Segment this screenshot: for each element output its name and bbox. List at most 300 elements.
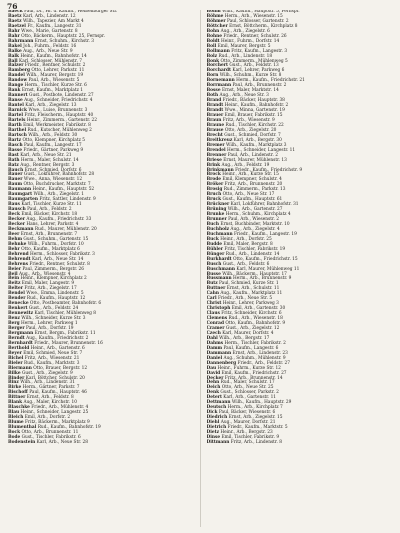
entry-details: Gust., Arb., Feldstr. 13 [228,63,279,69]
entry-details: Wilh., Arb., Gartenstr. 27 [226,207,283,213]
entry-details: Wilh., Arb., Lindenstr. 31 [18,380,75,386]
entry-details: Ernst, Buchbinder, Marktstr. 10 [219,221,290,227]
entry-details: Rud., Kaufm., Hauptstr. 12 [25,296,86,302]
entry-name: Bandel [8,73,25,79]
entry-details: Rud., Arb., Wiesenstr. 18 [227,316,283,322]
entry-name: Bantel [8,103,24,109]
entry-details: Ernst, Schuhm., Kirchstr. 3 [33,38,94,44]
entry-details: Wilh., Maurer, Bergstr. 19 [24,73,84,79]
entry-details: Paul, Kaufm., Langestr. 17 [22,142,82,148]
entry-name: Bruck [206,197,222,203]
entry-name: Brandt [206,103,224,109]
entry-name: Baumgarten [8,197,38,203]
entry-details: Herm., Maler, Schulstr. 14 [19,157,79,163]
directory-entry [8,441,194,446]
entry-details: Wilh., Bäckerm., Hauptstr. 17 [220,271,287,277]
entry-details: Emil, Tischler, Fabrikstr. 9 [220,434,280,440]
entry-name: Buchholz [206,226,230,232]
entry-name: Brandt [206,108,224,114]
entry-details: Friedr., Gärtner, Parkweg 9 [22,147,84,153]
entry-name: Dannenberg [206,360,237,366]
entry-details: Fritz, Arb., Lindenstr. 8 [229,439,282,445]
entry-details: Karl, Arb., Lindenstr. 12 [21,13,76,19]
entry-details: Heinr., Kaufm., Bahnhofstr. 14 [19,53,87,59]
entry-name: Bornemann [206,78,235,84]
entry-details: Paul, Arb., Wiesenstr. 5 [27,78,80,84]
entry-name: Brause [206,127,224,133]
left-column [8,10,194,527]
entry-details: Herm., Gärtner, Parkstr. 7 [21,385,80,391]
entry-details: Gust., Arb., Feldstr. 24 [27,306,79,312]
entry-details: Wilh., Arb., Ziegelstr. 1 [32,192,84,198]
entry-details: Emil, Werkmeister, Fabrikstr. 8 [21,122,91,128]
entry-details: Herm., Kaufm., Friedrichstr. 21 [234,78,305,84]
entry-details: Heinr., Lehrer, Parkweg 3 [221,301,279,307]
entry-name: Blau [8,410,20,416]
entry-name: Bartels [8,117,26,123]
entry-name: Denk [206,390,220,396]
entry-details: Aug., Maler, Kirchstr. 10 [22,400,77,406]
entry-name: Behnke [8,241,27,247]
entry-name: Bergmann [8,330,34,336]
entry-details: Aug., Kaufm., Marktplatz 11 [218,291,283,297]
entry-details: Ernst, Arb., Brunnenstr. 7 [19,231,78,237]
entry-details: Ernst, Schmied, Dorfstr. 6 [23,167,82,173]
entry-name: Burkhardt [206,256,232,262]
entry-details: Friedr., Bäcker, Hauptstr. 38 [221,98,285,104]
entry-name: Cahn [206,291,219,297]
entry-name: Christ [206,301,222,307]
entry-details: Emil, Schmied, Neue Str. 7 [21,350,83,356]
entry-name: Deich [206,385,221,391]
entry-details: Friedr., Arb., Neue Str. 5 [216,296,273,302]
entry-details: Fritz, Schneider, Kirchstr. 6 [219,311,282,317]
entry-details: Otto, Kaufm., Friedrichstr. 15 [231,256,298,262]
entry-details: Aug., Arb., Neue Str. 3 [218,93,269,99]
entry-name: Bath [8,157,20,163]
entry-details: Hans, Lehrer, Parkstr. 4 [24,221,79,227]
entry-name: Bauer [8,172,23,178]
entry-name: Czech [206,330,221,336]
entry-details: Fritz, Sattler, Lindenstr. 9 [37,197,96,203]
entry-name: Conrad [206,321,224,327]
entry-name: Bartz [8,137,22,143]
entry-name: Batz [8,162,19,168]
directory-entry [207,441,393,446]
entry-name: Buck [206,236,219,242]
entry-details: Gust., Schlosser, Parkstr. 2 [219,390,279,396]
entry-name: Buschmann [206,266,235,272]
entry-name: Bohne [206,33,222,39]
entry-name: Bank [8,88,21,94]
entry-details: Friedr., Arb., Mühlenstr. 4 [29,405,89,411]
entry-name: Brosig [206,187,223,193]
entry-details: Rud., Maler, Schulstr. 17 [219,380,275,386]
entry-name: Blaschke [8,405,30,411]
entry-name: Brunke [206,212,225,218]
entry-details: Wwe., Emma, Lindenstr. 5 [24,291,84,297]
entry-details: Otto, Zimmerm., Mühlenweg 5 [219,58,288,64]
entry-details: Wilh., Arb., Feldstr. 30 [26,132,78,138]
entry-name: Beyer [8,350,22,356]
entry-details: Paul, Kaufm., Hauptstr. 46 [27,390,87,396]
entry-details: Heinr., Arb., Gartenstr. 6 [29,345,85,351]
entry-name: Brecht [206,132,223,138]
entry-details: Rud., Tischler, Kirchstr. 22 [224,122,284,128]
entry-name: Dinse [206,434,221,440]
entry-name: Binder [8,375,25,381]
entry-name: Berthold [8,345,30,351]
entry-name: Carl [206,296,217,302]
entry-name: Bleich [8,415,24,421]
entry-details: Friedr., Kaufm., Marktstr. 5 [226,425,288,431]
entry-details: Heinr., Fuhrm., Dorfstr. 14 [219,38,280,44]
entry-details: Herm., Arb., Wiesenstr. 15 [223,13,283,19]
entry-details: Fritz, Kaufm., Langestr. 3 [229,48,288,54]
entry-details: Heinr., Klempner, Kirchplatz 2 [19,276,87,282]
entry-details: Friedr., Rentner, Schulstr. 2 [23,63,86,69]
entry-name: Ball [8,58,18,64]
entry-name: Bodenstein [8,439,36,445]
entry-name: Bahr [8,33,20,39]
entry-name: Brock [206,172,221,178]
entry-details: Ernst, Maler, Marktstr. 14 [220,88,279,94]
entry-details: Friedr., Rentner, Schulstr. 8 [28,261,90,267]
entry-details: Herm., Arb., Brunnenstr. 9 [231,276,292,282]
entry-name: Cramer [206,326,225,331]
entry-details: Gust., Schmied, Dorfstr. 7 [222,132,281,138]
entry-details: Otto, Kaufm., Bahnhofstr. 9 [223,321,286,327]
entry-name: Barth [8,122,22,128]
entry-details: Emil, Kaufm., Friedrichstr. 27 [220,370,287,376]
entry-name: Brand [206,98,222,104]
entry-name: Basch [8,142,23,148]
entry-name: Bast [8,152,19,158]
entry-name: Bannert [8,93,28,99]
entry-name: Buchmann [206,231,233,237]
entry-name: Dietrich [206,425,227,431]
entry-name: Beck [8,212,20,218]
entry-name: Belter [8,286,23,292]
entry-name: Baus [8,202,20,208]
entry-details: Heinr., Arb., Bergstr. 23 [219,430,273,436]
entry-details: Otto, Arb., Brunnenstr. 11 [20,430,79,436]
entry-name: Buch [206,221,219,227]
entry-name: Bröker [206,182,224,188]
entry-name: Böhme [206,13,224,19]
entry-name: Bausch [8,207,26,213]
entry-details: Fritz, Bäckerm., Marktplatz 9 [23,420,90,426]
right-column [207,10,393,527]
entry-name: Bock [8,430,21,436]
entry-details: Ernst, Böttcherm., Kirchplatz 8 [227,23,298,29]
entry-name: Christoph [206,306,231,312]
entry-details: Heinr., Kaufm., Hauptstr. 52 [31,187,95,193]
entry-name: Bonk [206,58,220,64]
entry-details: Fritz, Arb., Brunnenstr. 14 [223,375,283,381]
entry-details: Friedr., Maurer, Brunnenstr. 16 [32,340,103,346]
entry-name: Brenner [206,152,227,158]
entry-details: Wilh., Kaufm., Hauptstr. 5, Fernspr. [220,10,300,14]
entry-details: Paul, Kaufm., Langestr. 6 [222,345,279,351]
entry-name: Benkert [8,306,28,312]
entry-details: Karl, Böttcher, Schulstr. 20 [24,375,85,381]
entry-name: Bolz [206,53,218,59]
entry-name: Bamberg [8,68,30,74]
entry-name: Bruch [206,192,222,198]
entry-name: Baum [8,182,23,188]
entry-details: Herm., Arb., Kirchplatz 7 [226,405,283,411]
entry-details: Gust., Tischler, Fabrikstr. 6 [20,434,81,440]
entry-details: Friedr., Kaufm., Friedrichstr. 9 [233,167,303,173]
entry-details: Gust., Postbote, Lindenstr. 27 [27,93,94,99]
entry-name: Böhm [206,10,221,14]
entry-details: Aug., Schuhm., Mühlenstr. 9 [222,355,286,361]
entry-details: Rud., Kaufm., Marktstr. 3 [22,360,80,366]
entry-details: Aug., Arb., Neue Str. 9 [21,48,73,54]
entry-details: Karl, Arb., Neue Str. 28 [35,439,88,445]
entry-name: Behrendt [8,256,31,262]
entry-details: Paul, Bäcker, Wiesenstr. 6 [217,410,276,416]
entry-name: Dahms [206,340,224,346]
entry-details: Paul, Arb., Dorfstr. 19 [24,326,74,331]
entry-name: Basse [8,147,22,153]
entry-name: Dau [206,365,217,371]
entry-name: Breitkreuz [206,137,233,143]
entry-details: Emil, Maurer, Bergstr. 5 [216,43,271,49]
entry-details: Karl, Lokführer, Bahnhofstr. 31 [229,202,299,208]
entry-name: Bender [8,296,26,302]
entry-name: Böttcher [206,23,228,29]
entry-details: Aug., Arb., Feldstr. 19 [220,162,270,168]
entry-details: Wilh., Kaufm., Hauptstr. 29 [230,400,292,406]
entry-details: Rud., Maurer, Mühlenstr. 20 [33,226,97,232]
entry-details: Emil, Bäcker, Kirchstr. 18 [19,212,78,218]
entry-name: Bendel [8,291,25,297]
entry-details: Karl, Arb., Neue Str. 14 [30,256,84,262]
entry-details: Otto, Kaufm., Marktplatz 6 [19,246,80,252]
entry-details: Otto, Arb., Ziegelstr. 20 [223,127,277,133]
entry-name: Boldt [206,38,220,44]
entry-name: Barthel [8,127,27,133]
entry-name: Detert [206,395,222,401]
entry-details: Otto, Lehrer, Parkstr. 11 [29,68,85,74]
entry-name: Borchert [206,63,228,69]
entry-details: Karl, Arb., Gartenstr. 11 [221,395,277,401]
entry-name: Bremer [206,142,225,148]
entry-name: Biermann [8,365,32,371]
entry-name: Diedrich [206,415,228,421]
entry-name: Berger [8,326,25,331]
entry-details: Emil, Brauer, Fabrikstr. 15 [223,113,283,119]
entry-details: Herm., Tischler, Kurze Str. 6 [23,83,87,89]
entry-details: Rud., Arb., Lindenstr. 14 [224,251,280,257]
entry-details: Ernst, Bergm., Fabrikstr. 11 [33,330,96,336]
entry-name: Balke [8,48,22,54]
entry-details: Herm., Schuhm., Kirchplatz 4 [224,212,291,218]
entry-name: Bosse [206,88,221,94]
entry-name: Dick [206,410,218,416]
entry-details: Friedr., Rentner, Schulstr. 26 [221,33,287,39]
entry-details: Rud., Kutscher, Mühlenweg 2 [26,127,92,133]
entry-details: Emil, Arb., Dorfstr. 2 [23,415,71,421]
entry-details: Rud., Arb., Lindenstr. 18 [217,53,273,59]
entry-name: Brückner [206,202,230,208]
entry-name: Beckmann [8,226,34,232]
entry-details: Otto, Postbeamter, Bahnhofstr. 6 [28,301,102,307]
entry-details: Paul, Schlosser, Gartenstr. 2 [225,18,289,24]
entry-name: Böhmer [206,18,226,24]
entry-name: Becker [8,217,25,223]
entry-details: Fritz, Tischler, Fabrikstr. 19 [223,246,286,252]
entry-details: Herm., Tischler, Fabrikstr. 2 [223,340,286,346]
entry-name: Brüning [206,207,227,213]
entry-details: Fritz, Arb., Wiesenstr. 21 [23,355,80,361]
entry-name: Claus [206,311,220,317]
entry-details: Ernst, Kaufm., Marktplatz 1 [20,88,83,94]
entry-details: Wilh., Fuhrm., Dorfstr. 10 [26,241,84,247]
entry-name: Deutsch [206,405,227,411]
entry-name: Bichel [8,355,24,361]
entry-name: Bischoff [8,390,28,396]
entry-name: Baumann [8,187,32,193]
entry-name: Budde [206,241,222,247]
entry-details: Paul, Arb., Feldstr. 2 [25,207,72,213]
entry-details: Wilh., Schuhm., Kurze Str. 8 [218,73,282,79]
entry-name: Bieler [8,360,23,366]
entry-details: Karl, Lehrer, Parkweg 6 [231,68,285,74]
entry-name: Bange [8,83,24,89]
entry-details: Emil, Maler, Bergstr. 8 [222,241,273,247]
entry-name: Braun [206,117,222,123]
entry-details: Fritz, Arb., Wiesenstr. 9 [221,117,275,123]
entry-details: Herm., Lehrer, Parkweg 1 [19,321,78,327]
entry-details: Heinr., Fuhrm., Kurze Str. 12 [216,365,281,371]
entry-details: Gust., Kaufm., Hauptstr. 61 [221,197,283,203]
entry-details: Ernst, Maurer, Mühlenstr. 13 [221,157,287,163]
entry-name: Dehn [206,380,220,386]
entry-name: Behrens [8,261,29,267]
entry-name: Boll [206,43,217,49]
entry-name: Buttner [206,286,226,292]
entry-details: Emil, Maler, Langestr. 9 [20,281,75,287]
entry-details: Karl, Schlosser, Mühlenstr. 7 [17,58,82,64]
page-number: 76 [7,2,18,11]
entry-name: Blank [8,400,23,406]
entry-name: Brunner [206,217,227,223]
entry-name: Binz [8,380,19,386]
entry-details: Aug., Arb., Wiesenstr. 4 [17,271,71,277]
entry-details: Rud., Kaufm., Bahnhofstr. 19 [36,425,101,431]
entry-name: Bernhardt [8,340,33,346]
entry-name: Brauer [206,113,224,119]
entry-name: Baetzel [8,23,26,29]
entry-name: Beitz [8,281,21,287]
entry-details: Fr., Kaufm., Langestr. 31 [25,23,82,29]
entry-details: Aug., Kaufm., Friedrichstr. 33 [24,217,92,223]
entry-name: Bilke [8,370,21,376]
entry-details: Aug., Rentner, Bergstr. 3 [18,162,75,168]
entry-details: Emil, Klempner, Schulstr. 4 [221,177,282,183]
entry-details: Otto, Arb., Neue Str. 25 [220,385,274,391]
entry-name: Butz [206,281,218,287]
entry-name: Briese [206,157,222,163]
entry-details: Gust., Arb., Feldstr. 6 [221,261,270,267]
entry-details: Wwe., Minna, Gartenstr. 19 [223,108,285,114]
entry-name: Brinkmann [206,167,234,173]
entry-details: Karl, Arb., Neue Str. 21 [18,152,72,158]
entry-name: Bollmann [206,48,230,54]
entry-details: Karl, Arb., Ziegelstr. 13 [23,103,77,109]
entry-name: Bussmann [206,276,232,282]
entry-details: Joh., Fuhrm., Feldstr. 16 [21,43,77,49]
entry-name: Behm [8,236,23,242]
entry-details: Wilh., Arb., Bergstr. 17 [217,335,270,341]
entry-name: Clemens [206,316,228,322]
entry-name: Bohn [206,28,220,34]
entry-columns [8,10,392,527]
entry-details: Karl, Arb., Bergstr. 30 [232,137,282,143]
entry-details: Wilh., Tapezier, Am Markt 4 [21,18,84,24]
entry-name: Banse [8,98,23,104]
entry-details: Aug., Arb., Ziegelstr. 6 [219,28,270,34]
entry-name: Birke [8,385,22,391]
entry-name: Decker [206,375,224,381]
entry-details: Aug., Kaufm., Friedrichstr. 2 [24,335,89,341]
entry-name: Baeck [8,10,23,14]
entry-name: Brode [206,177,221,183]
entry-details: Heinr., Arb., Dorfstr. 25 [218,236,272,242]
entry-name: Bode [8,434,21,440]
entry-name: Bartel [8,113,24,119]
entry-name: David [206,370,221,376]
entry-details: Gust., Arb., Ziegelstr. 12 [224,326,280,331]
entry-name: Bein [8,276,20,282]
entry-name: Berndt [8,335,25,341]
entry-details: Friedr., Kaufm., Langestr. 19 [232,231,297,237]
entry-name: Brendel [206,147,226,153]
entry-name: Baumgart [8,192,33,198]
entry-name: Behrend [8,251,29,257]
entry-name: Dettmann [206,400,231,406]
entry-details: Wwe., Luise, Brunnenstr. 3 [27,108,88,114]
entry-details: Ernst, Arb., Feldstr. 8 [25,395,74,401]
entry-name: Bakel [8,43,22,49]
entry-name: Born [206,73,219,79]
entry-name: Bahr [8,28,20,34]
entry-name: Benecke [8,301,29,307]
entry-details: Friedr., Arb., Feldstr. 27 [236,360,291,366]
entry-name: Borrmann [206,83,232,89]
entry-details: Karl, Tischler, Kurze Str. 11 [19,202,82,208]
entry-details: Gust., Arb., Ziegelstr. 9 [20,370,73,376]
entry-details: Fritz, Fleischerm., Hauptstr. 40 [23,113,94,119]
entry-name: Baetz [8,18,22,24]
entry-details: Aug., Maurer, Dorfstr. 21 [219,420,276,426]
entry-details: Otto, Buchdrucker, Marktstr. 7 [22,182,91,188]
entry-details: Otto, Arb., Neue Str. 17 [221,192,275,198]
entry-name: Damm [206,345,223,351]
entry-name: Bauer [8,177,23,183]
entry-details: Karl, Tischler, Mühlenweg 8 [33,311,96,317]
entry-details: Karl, Maurer, Dorfstr. 4 [220,330,274,336]
entry-details: Heinr., Kaufm., Bahnhofstr. 2 [223,103,289,109]
entry-details: Gust., Schuhm., Gartenstr. 15 [22,236,89,242]
entry-details: Paul, Arb., Wiesenstr. 2 [226,217,280,223]
entry-details: Ernst, Arb., Schulstr. 11 [225,286,280,292]
entry-name: Diehl [206,420,220,426]
entry-details: Paul, Arb., Lindenstr. 2 [226,152,278,158]
